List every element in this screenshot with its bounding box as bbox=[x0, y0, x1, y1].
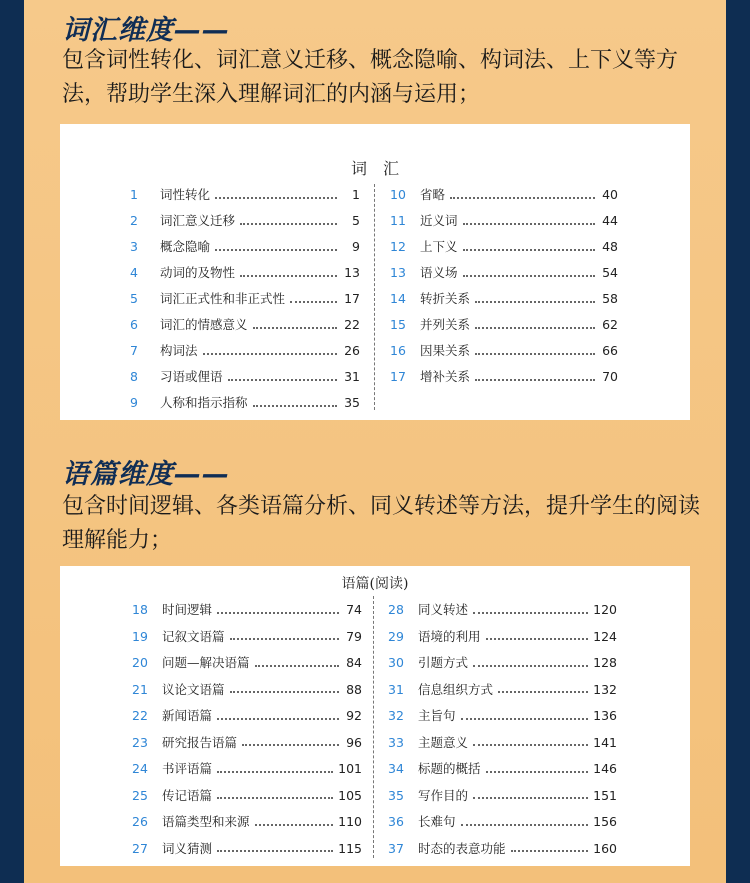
toc-entry bbox=[390, 183, 618, 207]
toc-leader-dots bbox=[463, 222, 595, 225]
vocab-heading: 词汇维度—— bbox=[62, 15, 230, 46]
toc-entry bbox=[388, 625, 617, 649]
toc-entry-number: 5 bbox=[130, 291, 138, 306]
toc-entry-page: 44 bbox=[602, 213, 618, 228]
toc-leader-dots bbox=[473, 611, 588, 614]
toc-entry-page: 105 bbox=[338, 787, 362, 803]
toc-entry bbox=[132, 598, 362, 622]
toc-entry-number: 29 bbox=[388, 628, 404, 644]
toc-leader-dots bbox=[217, 611, 339, 614]
toc-leader-dots bbox=[242, 743, 339, 746]
toc-leader-dots bbox=[217, 770, 333, 773]
toc-entry bbox=[130, 339, 360, 363]
toc-entry-page: 70 bbox=[602, 369, 618, 384]
toc-entry-page: 31 bbox=[344, 369, 360, 384]
toc-entry-title: 记叙文语篇 bbox=[162, 628, 225, 644]
toc-entry-title: 词汇意义迁移 bbox=[160, 213, 236, 228]
toc-entry-number: 14 bbox=[390, 291, 406, 306]
toc-entry-page: 35 bbox=[344, 395, 360, 410]
toc-leader-dots bbox=[486, 770, 589, 773]
toc-entry-number: 13 bbox=[390, 265, 406, 280]
toc-entry-page: 141 bbox=[593, 734, 617, 750]
toc-entry-title: 新闻语篇 bbox=[162, 708, 213, 723]
toc-entry-page: 54 bbox=[602, 265, 618, 280]
toc-entry bbox=[132, 625, 362, 649]
toc-entry-title: 标题的概括 bbox=[418, 761, 481, 776]
toc-leader-dots bbox=[463, 248, 595, 251]
vocab-toc-card bbox=[60, 124, 690, 420]
toc-entry-title: 转折关系 bbox=[420, 291, 471, 306]
toc-entry-number: 3 bbox=[130, 239, 138, 254]
toc-entry-number: 30 bbox=[388, 655, 404, 670]
toc-leader-dots bbox=[461, 823, 589, 826]
toc-entry-page: 92 bbox=[346, 708, 362, 723]
toc-entry-title: 上下义 bbox=[420, 239, 458, 254]
toc-entry bbox=[390, 261, 618, 285]
toc-entry bbox=[130, 261, 360, 285]
toc-entry bbox=[388, 837, 617, 861]
toc-entry bbox=[388, 784, 617, 808]
toc-entry-title: 主旨句 bbox=[418, 708, 456, 723]
toc-entry-number: 8 bbox=[130, 369, 138, 384]
toc-entry-page: 84 bbox=[346, 655, 362, 670]
toc-entry-page: 58 bbox=[602, 291, 618, 306]
toc-entry-page: 17 bbox=[344, 291, 360, 306]
toc-leader-dots bbox=[498, 690, 588, 693]
toc-entry-number: 12 bbox=[390, 239, 406, 254]
toc-entry bbox=[388, 651, 617, 675]
toc-entry-title: 并列关系 bbox=[420, 317, 471, 332]
toc-entry-page: 9 bbox=[352, 239, 360, 254]
toc-entry-number: 37 bbox=[388, 840, 404, 856]
toc-leader-dots bbox=[230, 637, 339, 640]
toc-entry-page: 62 bbox=[602, 317, 618, 332]
toc-entry-title: 词义猜测 bbox=[162, 840, 213, 856]
toc-leader-dots bbox=[290, 300, 337, 303]
toc-entry bbox=[390, 235, 618, 259]
toc-entry-number: 1 bbox=[130, 187, 138, 202]
toc-entry-title: 引题方式 bbox=[418, 655, 469, 670]
discourse-heading: 语篇维度—— bbox=[62, 459, 230, 490]
toc-entry-title: 议论文语篇 bbox=[162, 681, 225, 697]
toc-entry bbox=[388, 731, 617, 755]
toc-entry-page: 101 bbox=[338, 761, 362, 776]
toc-entry-title: 省略 bbox=[420, 187, 446, 202]
toc-leader-dots bbox=[473, 664, 588, 667]
toc-entry bbox=[390, 339, 618, 363]
toc-entry-page: 48 bbox=[602, 239, 618, 254]
toc-entry-page: 156 bbox=[593, 814, 617, 829]
toc-entry-page: 26 bbox=[344, 343, 360, 358]
toc-entry-title: 信息组织方式 bbox=[418, 681, 494, 697]
toc-entry-number: 11 bbox=[390, 213, 406, 228]
toc-entry-page: 96 bbox=[346, 734, 362, 750]
vocab-toc-title: 词 汇 bbox=[350, 159, 399, 178]
toc-entry-title: 词汇正式性和非正式性 bbox=[160, 291, 286, 306]
toc-leader-dots bbox=[473, 743, 588, 746]
toc-entry-page: 136 bbox=[593, 708, 617, 723]
toc-leader-dots bbox=[463, 274, 595, 277]
toc-leader-dots bbox=[255, 664, 339, 667]
toc-entry bbox=[130, 287, 360, 311]
toc-leader-dots bbox=[228, 378, 337, 381]
toc-entry-title: 因果关系 bbox=[420, 343, 471, 358]
toc-entry-page: 151 bbox=[593, 787, 617, 803]
toc-entry bbox=[390, 365, 618, 389]
toc-leader-dots bbox=[475, 352, 595, 355]
toc-leader-dots bbox=[217, 717, 339, 720]
toc-entry-title: 时态的表意功能 bbox=[418, 840, 506, 856]
toc-entry-number: 20 bbox=[132, 655, 148, 670]
toc-entry bbox=[132, 731, 362, 755]
toc-entry-number: 35 bbox=[388, 787, 404, 803]
toc-entry-page: 74 bbox=[346, 602, 362, 617]
toc-entry-number: 27 bbox=[132, 840, 148, 856]
toc-leader-dots bbox=[475, 378, 595, 381]
toc-leader-dots bbox=[473, 796, 588, 799]
toc-entry bbox=[132, 757, 362, 781]
toc-leader-dots bbox=[475, 326, 595, 329]
toc-entry bbox=[130, 235, 360, 259]
toc-entry-number: 32 bbox=[388, 708, 404, 723]
toc-entry-page: 115 bbox=[338, 840, 362, 856]
toc-entry-number: 19 bbox=[132, 628, 148, 644]
toc-leader-dots bbox=[215, 196, 337, 199]
toc-entry-title: 语义场 bbox=[420, 265, 458, 280]
toc-entry-page: 88 bbox=[346, 681, 362, 697]
toc-entry bbox=[390, 313, 618, 337]
toc-leader-dots bbox=[253, 326, 337, 329]
toc-entry-page: 120 bbox=[593, 602, 617, 617]
toc-entry-page: 1 bbox=[352, 187, 360, 202]
toc-entry-number: 21 bbox=[132, 681, 148, 697]
toc-entry-title: 词汇的情感意义 bbox=[160, 317, 248, 332]
toc-entry-title: 研究报告语篇 bbox=[162, 734, 238, 750]
discourse-toc-title: 语篇(阅读) bbox=[341, 576, 409, 592]
discourse-column-divider bbox=[373, 596, 374, 858]
toc-entry-title: 构词法 bbox=[160, 343, 198, 358]
vocab-description: 包含词性转化、词汇意义迁移、概念隐喻、构词法、上下义等方法，帮助学生深入理解词汇的内涵与运用； bbox=[62, 48, 679, 107]
toc-entry bbox=[132, 810, 362, 834]
toc-entry bbox=[132, 651, 362, 675]
toc-leader-dots bbox=[217, 796, 333, 799]
toc-entry-title: 语境的利用 bbox=[418, 628, 481, 644]
toc-leader-dots bbox=[230, 690, 339, 693]
toc-entry-page: 110 bbox=[338, 814, 362, 829]
toc-entry-title: 习语或俚语 bbox=[160, 369, 223, 384]
toc-entry bbox=[130, 313, 360, 337]
toc-entry-number: 10 bbox=[390, 187, 406, 202]
toc-entry bbox=[388, 704, 617, 728]
toc-entry bbox=[130, 209, 360, 233]
toc-entry-number: 9 bbox=[130, 395, 138, 410]
toc-entry-number: 2 bbox=[130, 213, 138, 228]
toc-leader-dots bbox=[253, 404, 337, 407]
toc-leader-dots bbox=[203, 352, 337, 355]
toc-entry-number: 15 bbox=[390, 317, 406, 332]
toc-entry-page: 124 bbox=[593, 628, 617, 644]
toc-entry-number: 16 bbox=[390, 343, 406, 358]
vocab-column-divider bbox=[374, 184, 375, 410]
toc-entry-title: 传记语篇 bbox=[162, 787, 213, 803]
toc-entry-number: 33 bbox=[388, 734, 404, 750]
toc-leader-dots bbox=[217, 849, 333, 852]
toc-entry-number: 25 bbox=[132, 787, 148, 803]
toc-entry-title: 时间逻辑 bbox=[162, 602, 213, 617]
toc-leader-dots bbox=[475, 300, 595, 303]
toc-leader-dots bbox=[215, 248, 337, 251]
toc-entry bbox=[388, 678, 617, 702]
toc-entry-page: 13 bbox=[344, 265, 360, 280]
toc-entry-number: 24 bbox=[132, 761, 148, 776]
toc-entry bbox=[132, 678, 362, 702]
toc-entry-title: 近义词 bbox=[420, 213, 458, 228]
toc-entry bbox=[132, 784, 362, 808]
toc-entry-page: 5 bbox=[352, 213, 360, 228]
toc-entry bbox=[130, 365, 360, 389]
toc-entry bbox=[132, 837, 362, 861]
toc-entry-page: 79 bbox=[346, 628, 362, 644]
toc-entry-number: 6 bbox=[130, 317, 138, 332]
toc-entry-title: 问题—解决语篇 bbox=[162, 655, 250, 670]
toc-entry-number: 36 bbox=[388, 814, 404, 829]
discourse-toc-card bbox=[60, 566, 690, 866]
toc-entry-title: 语篇类型和来源 bbox=[162, 814, 250, 829]
toc-leader-dots bbox=[450, 196, 595, 199]
toc-leader-dots bbox=[461, 717, 589, 720]
toc-entry-number: 31 bbox=[388, 681, 404, 697]
toc-entry bbox=[388, 598, 617, 622]
toc-entry bbox=[390, 209, 618, 233]
toc-leader-dots bbox=[240, 274, 337, 277]
toc-entry-title: 书评语篇 bbox=[162, 761, 213, 776]
toc-entry-title: 概念隐喻 bbox=[160, 239, 211, 254]
toc-entry-page: 160 bbox=[593, 840, 617, 856]
toc-entry-title: 写作目的 bbox=[418, 787, 469, 803]
toc-entry bbox=[130, 183, 360, 207]
toc-entry bbox=[132, 704, 362, 728]
toc-leader-dots bbox=[486, 637, 589, 640]
toc-entry-title: 同义转述 bbox=[418, 602, 469, 617]
toc-entry bbox=[388, 810, 617, 834]
toc-entry-page: 40 bbox=[602, 187, 618, 202]
toc-entry-number: 7 bbox=[130, 343, 138, 358]
toc-leader-dots bbox=[511, 849, 589, 852]
toc-entry-page: 128 bbox=[593, 655, 617, 670]
toc-leader-dots bbox=[255, 823, 334, 826]
toc-entry-page: 66 bbox=[602, 343, 618, 358]
toc-entry-page: 22 bbox=[344, 317, 360, 332]
toc-entry-page: 132 bbox=[593, 681, 617, 697]
toc-entry-number: 22 bbox=[132, 708, 148, 723]
toc-entry-title: 增补关系 bbox=[420, 369, 471, 384]
toc-entry-title: 主题意义 bbox=[418, 734, 469, 750]
toc-entry-title: 动词的及物性 bbox=[160, 265, 236, 280]
toc-entry-number: 17 bbox=[390, 369, 406, 384]
toc-entry-title: 长难句 bbox=[418, 814, 456, 829]
toc-entry-number: 18 bbox=[132, 602, 148, 617]
toc-entry-number: 4 bbox=[130, 265, 138, 280]
discourse-description: 包含时间逻辑、各类语篇分析、同义转述等方法，提升学生的阅读理解能力； bbox=[62, 494, 701, 553]
toc-entry-number: 28 bbox=[388, 602, 404, 617]
toc-entry-title: 人称和指示指称 bbox=[160, 395, 248, 410]
toc-entry-number: 23 bbox=[132, 734, 148, 750]
toc-entry bbox=[390, 287, 618, 311]
toc-leader-dots bbox=[240, 222, 337, 225]
toc-entry bbox=[130, 391, 360, 415]
toc-entry-page: 146 bbox=[593, 761, 617, 776]
toc-entry bbox=[388, 757, 617, 781]
toc-entry-number: 26 bbox=[132, 814, 148, 829]
toc-entry-number: 34 bbox=[388, 761, 404, 776]
toc-entry-title: 词性转化 bbox=[160, 187, 211, 202]
